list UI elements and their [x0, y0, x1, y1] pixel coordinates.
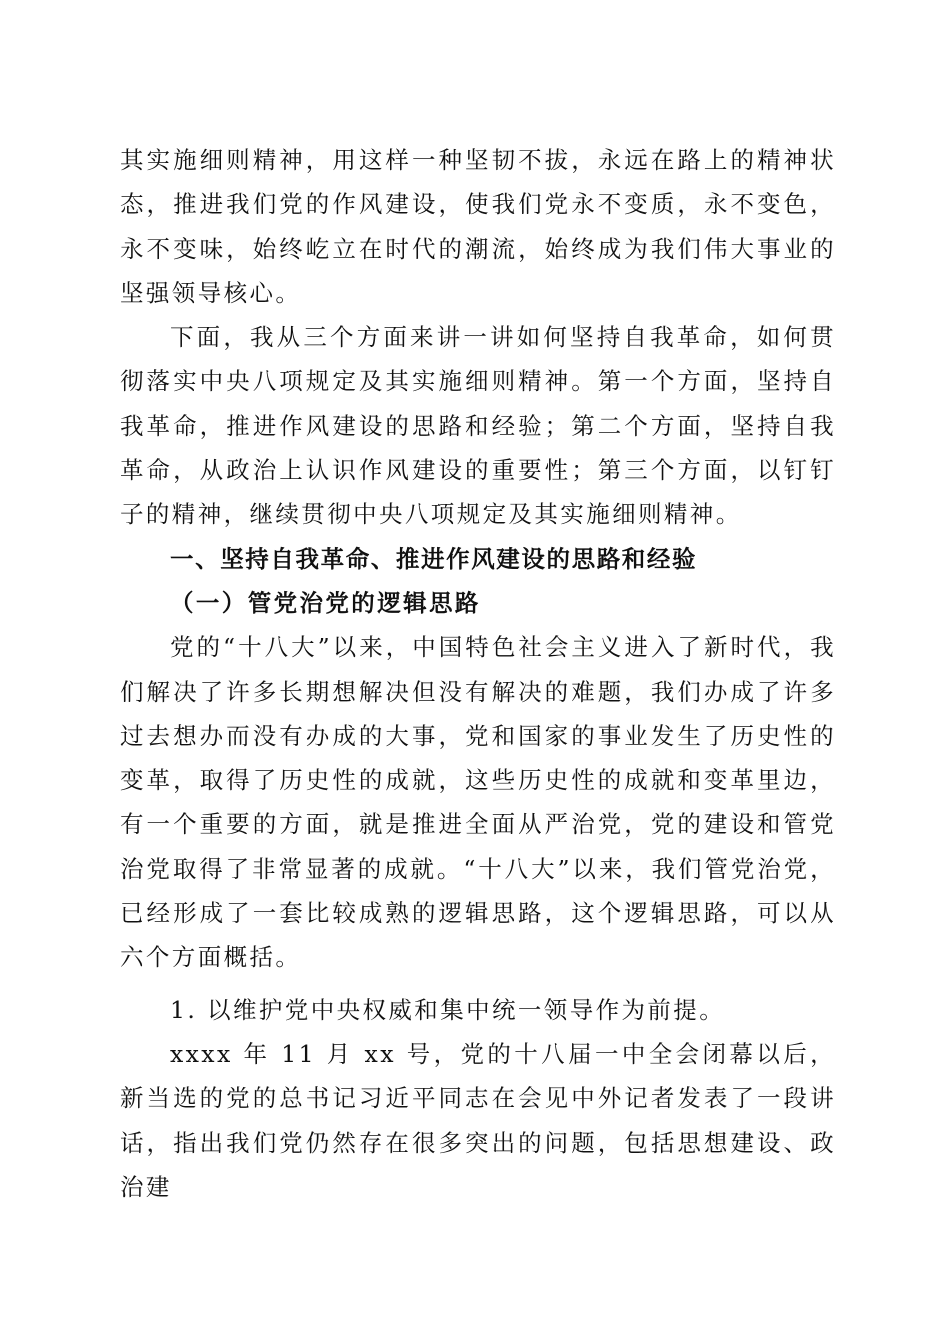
- paragraph-speech: xxxx 年 11 月 xx 号，党的十八届一中全会闭幕以后，新当选的党的总书记习近平同志在会见中外记者发表了一段讲话，指出我们党仍然存在很多突出的问题，包括思想建设、政治建: [120, 1039, 836, 1201]
- document-body: [120, 138, 836, 1209]
- paragraph-overview: 下面，我从三个方面来讲一讲如何坚持自我革命，如何贯彻落实中央八项规定及其实施细则精神。第一个方面，坚持自我革命，推进作风建设的思路和经验；第二个方面，坚持自我革命，从政治上认识作风建设的重要性；第三个方面，以钉钉子的精神，继续贯彻中央八项规定及其实施细则精神。: [120, 323, 836, 529]
- numbered-item: 1. 以维护党中央权威和集中统一领导作为前提。: [170, 995, 726, 1024]
- paragraph-logic: 党的“十八大”以来，中国特色社会主义进入了新时代，我们解决了许多长期想解决但没有解决的难题，我们办成了许多过去想办而没有办成的大事，党和国家的事业发生了历史性的变革，取得了历史性的成就，这些历史性的成就和变革里边，有一个重要的方面，就是推进全面从严治党，党的建设和管党治党取得了非常显著的成就。“十八大”以来，我们管党治党，已经形成了一套比较成熟的逻辑思路，这个逻辑思路，可以从六个方面概括。: [120, 633, 836, 972]
- section-heading: 一、坚持自我革命、推进作风建设的思路和经验: [170, 544, 698, 573]
- paragraph-continuation: 其实施细则精神，用这样一种坚韧不拔，永远在路上的精神状态，推进我们党的作风建设，使我们党永不变质，永不变色，永不变味，始终屹立在时代的潮流，始终成为我们伟大事业的坚强领导核心。: [120, 146, 836, 307]
- subsection-heading: （一）管党治党的逻辑思路: [170, 588, 481, 617]
